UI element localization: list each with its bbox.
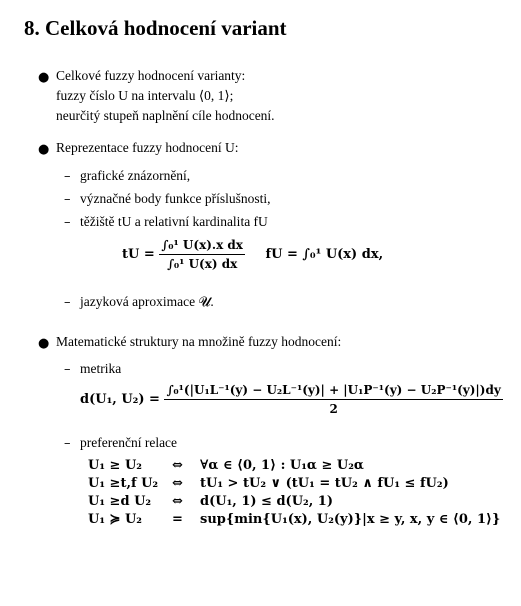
fraction-numerator: ∫₀¹ U(x).x dx <box>159 238 245 255</box>
metric-lhs: d(U₁, U₂) = <box>80 392 160 407</box>
relation-rhs: sup{min{U₁(x), U₂(y)}|x ≥ y, x, y ∈ ⟨0, 1⟩} <box>200 512 501 527</box>
list-item: grafické znázornění, <box>80 168 191 183</box>
relation-op: ⇔ <box>172 458 183 473</box>
bullet1-line3: neurčitý stupeň naplnění cíle hodnocení. <box>56 108 275 123</box>
relation-lhs: U₁ ≥d U₂ <box>88 494 152 509</box>
list-item: význačné body funkce příslušnosti, <box>80 191 271 206</box>
relation-lhs: U₁ ≥t,f U₂ <box>88 476 159 491</box>
relation-op: ⇔ <box>172 476 183 491</box>
centroid-fraction <box>159 238 245 271</box>
relation-op: ⇔ <box>172 494 183 509</box>
preference-label: preferenční relace <box>80 435 178 450</box>
fraction-denominator: ∫₀¹ U(x) dx <box>166 257 238 271</box>
dash-marker: – <box>64 295 71 310</box>
metric-fraction <box>164 383 502 416</box>
metric-label: metrika <box>80 361 122 376</box>
centroid-formula <box>122 238 383 271</box>
dash-marker: – <box>64 362 71 377</box>
dash-marker: – <box>64 169 71 184</box>
formula-f-part: fU = ∫₀¹ U(x) dx, <box>265 247 384 262</box>
dash-marker: – <box>64 192 71 207</box>
relation-rhs: tU₁ > tU₂ ∨ (tU₁ = tU₂ ∧ fU₁ ≤ fU₂) <box>200 476 449 491</box>
relation-rhs: d(U₁, 1) ≤ d(U₂, 1) <box>200 494 333 509</box>
bullet-marker: ● <box>38 142 50 157</box>
formula-t-lhs: tU = <box>122 247 155 262</box>
bullet1-line1: Celkové fuzzy hodnocení varianty: <box>56 68 246 83</box>
list-item: jazyková aproximace 𝓤. <box>80 294 214 309</box>
relation-rhs: ∀α ∈ ⟨0, 1⟩ : U₁α ≥ U₂α <box>200 458 364 473</box>
relation-op: = <box>172 512 183 527</box>
bullet-marker: ● <box>38 336 50 351</box>
section-title: 8. Celková hodnocení variant <box>24 16 287 40</box>
relation-lhs: U₁ ≥ U₂ <box>88 458 143 473</box>
bullet3-heading: Matematické struktury na množině fuzzy hodnocení: <box>56 334 342 349</box>
metric-formula <box>80 383 503 416</box>
dash-marker: – <box>64 215 71 230</box>
bullet1-line2: fuzzy číslo U na intervalu ⟨0, 1⟩; <box>56 88 234 103</box>
list-item: těžiště tU a relativní kardinalita fU <box>80 214 268 229</box>
relation-lhs: U₁ ≽ U₂ <box>88 512 143 527</box>
fraction-numerator: ∫₀¹(|U₁L⁻¹(y) − U₂L⁻¹(y)| + |U₁P⁻¹(y) − U₂P⁻¹(y)|)dy <box>164 383 502 400</box>
fraction-denominator: 2 <box>329 402 338 416</box>
dash-marker: – <box>64 436 71 451</box>
bullet-marker: ● <box>38 70 50 85</box>
bullet2-heading: Reprezentace fuzzy hodnocení U: <box>56 140 239 155</box>
